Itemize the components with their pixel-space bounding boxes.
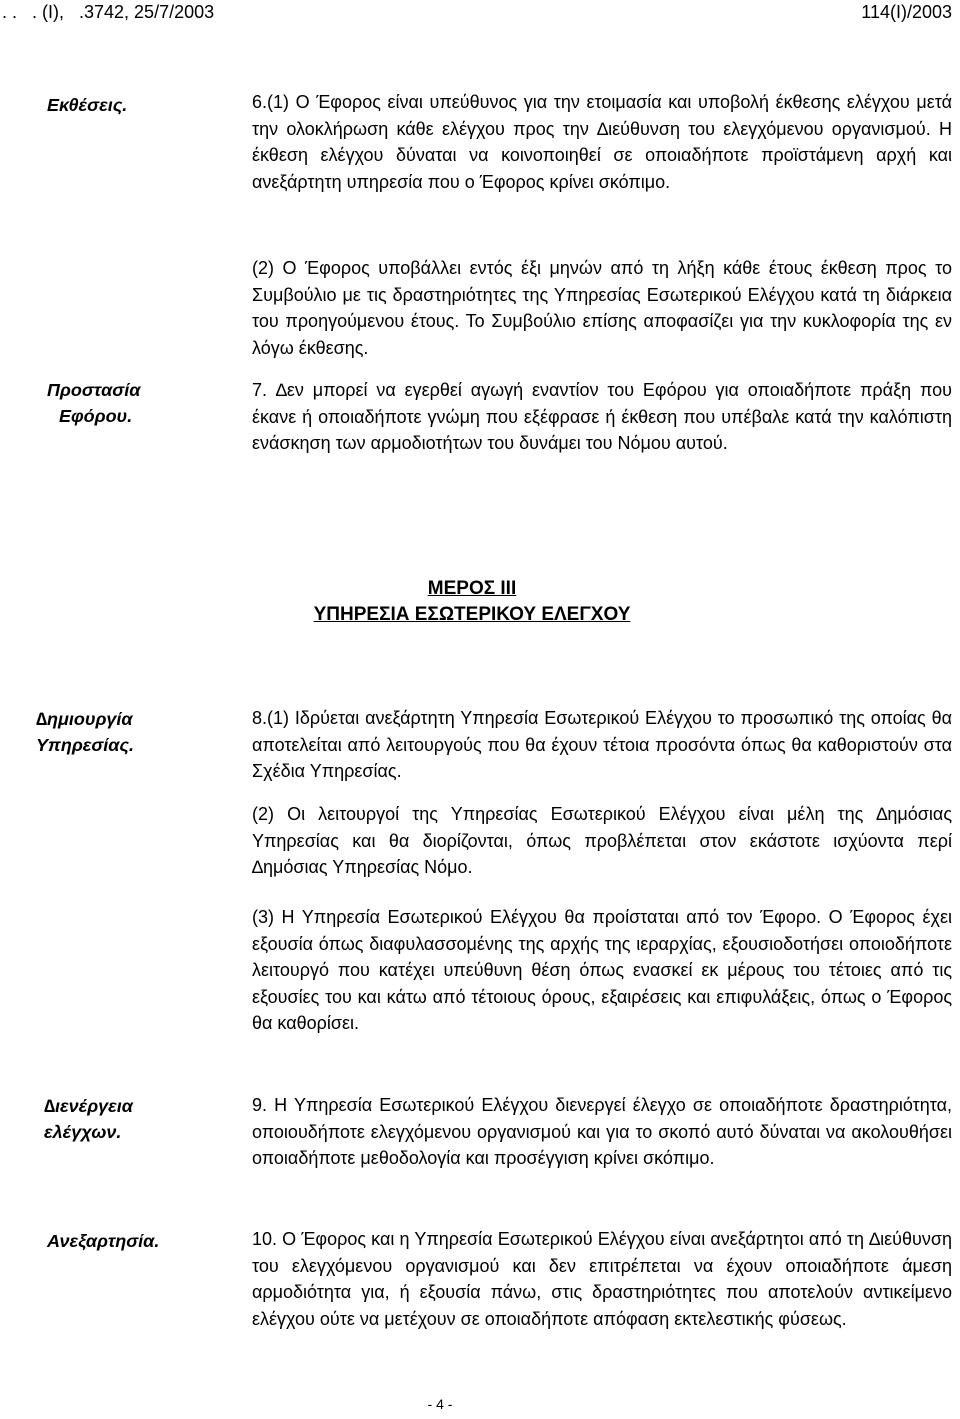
- section-7-paragraph: 7. ∆εν μπορεί να εγερθεί αγωγή εναντίον του Εφόρου για οποιαδήποτε πράξη που έκανε ή οποιαδήποτε γνώμη που εξέφρασε ή έκθεση που υπέβαλε κατά την καλόπιστη ενάσκηση των αρμοδιοτήτων του δυνάμει του Νόμου αυτού.: [252, 380, 952, 453]
- margin-note-protection-line2: Εφόρου.: [59, 406, 133, 426]
- section-8-paragraph-3: (3) Η Υπηρεσία Εσωτερικού Ελέγχου θα προίσταται από τον Έφορο. Ο Έφορος έχει εξουσία όπως διαφυλασσομένης της αρχής της ιεραρχίας, εξουσιοδοτήσει οποιοδήποτε λειτουργό που κατέχει υπεύθυνη θέση όπως ενασκεί εκ μέρους του τέτοιες από τις εξουσίες του και κάτω από τέτοιους όρους, εξαιρέσεις και επιφυλάξεις, όπως ο Έφορος θα καθορίσει.: [252, 907, 952, 1033]
- margin-note-establishment: [36, 706, 226, 758]
- header-law-number: 114(Ι)/2003: [861, 2, 952, 22]
- section-6-paragraph-1: 6.(1) Ο Έφορος είναι υπεύθυνος για την ετοιμασία και υποβολή έκθεσης ελέγχου μετά την ολοκλήρωση κάθε ελέγχου προς την ∆ιεύθυνση του ελεγχόμενου οργανισμού. Η έκθεση ελέγχου δύναται να κοινοποιηθεί σε οποιαδήποτε προϊστάμενη αρχή και ανεξάρτητη υπηρεσία που ο Έφορος κρίνει σκόπιμο.: [252, 92, 952, 192]
- part-title: ΜΕΡΟΣ ΙΙΙ: [427, 578, 517, 599]
- section-9-paragraph: 9. Η Υπηρεσία Εσωτερικού Ελέγχου διενεργεί έλεγχο σε οποιαδήποτε δραστηριότητα, οποιουδήποτε ελεγχόμενου οργανισμού και για το σκοπό αυτό δύναται να ακολουθήσει οποιαδήποτε μεθοδολογία και προσέγγιση κρίνει σκόπιμο.: [252, 1095, 952, 1168]
- margin-note-audits-line2: ελέγχων.: [44, 1122, 122, 1142]
- section-8-paragraph-1: 8.(1) Ιδρύεται ανεξάρτητη Υπηρεσία Εσωτερικού Ελέγχου το προσωπικό της οποίας θα αποτελείται από λειτουργούς που θα έχουν τέτοια προσόντα όπως θα καθοριστούν στα Σχέδια Υπηρεσίας.: [252, 708, 952, 781]
- margin-note-protection-line1: Προστασία: [47, 380, 141, 400]
- margin-note-reports: Εκθέσεις.: [47, 95, 128, 115]
- section-10-paragraph: 10. Ο Έφορος και η Υπηρεσία Εσωτερικού Ελέγχου είναι ανεξάρτητοι από τη ∆ιεύθυνση του ελεγχόμενου οργανισμού και δεν επιτρέπεται να έχουν οποιαδήποτε άμεση αρμοδιότητα για, ή εξουσία πάνω, στις δραστηριότητες που αποτελούν αντικείμενο ελέγχου ούτε να μετέχουν σε οποιαδήποτε απόφαση εκτελεστικής φύσεως.: [252, 1229, 952, 1329]
- margin-note-independence: Ανεξαρτησία.: [47, 1231, 160, 1251]
- margin-note-audits-line1: ∆ιενέργεια: [44, 1096, 133, 1116]
- page-header: [0, 0, 960, 26]
- margin-note-protection: [47, 377, 237, 429]
- page-number: - 4 -: [427, 1396, 453, 1412]
- margin-note-audits: [44, 1093, 234, 1145]
- part-subtitle: ΥΠΗΡΕΣΙΑ ΕΣΩΤΕΡΙΚΟΥ ΕΛΕΓΧΟΥ: [313, 604, 631, 625]
- margin-note-establishment-line1: ∆ημιουργία: [36, 709, 133, 729]
- section-6-paragraph-2: (2) Ο Έφορος υποβάλλει εντός έξι μηνών από τη λήξη κάθε έτους έκθεση προς το Συμβούλιο με τις δραστηριότητες της Υπηρεσίας Εσωτερικού Ελέγχου κατά τη διάρκεια του προηγούμενου έτους. Το Συμβούλιο επίσης αποφασίζει για την κυκλοφορία της εν λόγω έκθεσης.: [252, 258, 952, 358]
- margin-note-establishment-line2: Υπηρεσίας.: [36, 735, 135, 755]
- header-gazette-ref: . . . (Ι), .3742, 25/7/2003: [2, 2, 215, 22]
- section-8-paragraph-2: (2) Οι λειτουργοί της Υπηρεσίας Εσωτερικού Ελέγχου είναι μέλη της ∆ημόσιας Υπηρεσίας και θα διορίζονται, όπως προβλέπεται στον εκάστοτε ισχύοντα περί ∆ημόσιας Υπηρεσίας Νόμο.: [252, 804, 952, 877]
